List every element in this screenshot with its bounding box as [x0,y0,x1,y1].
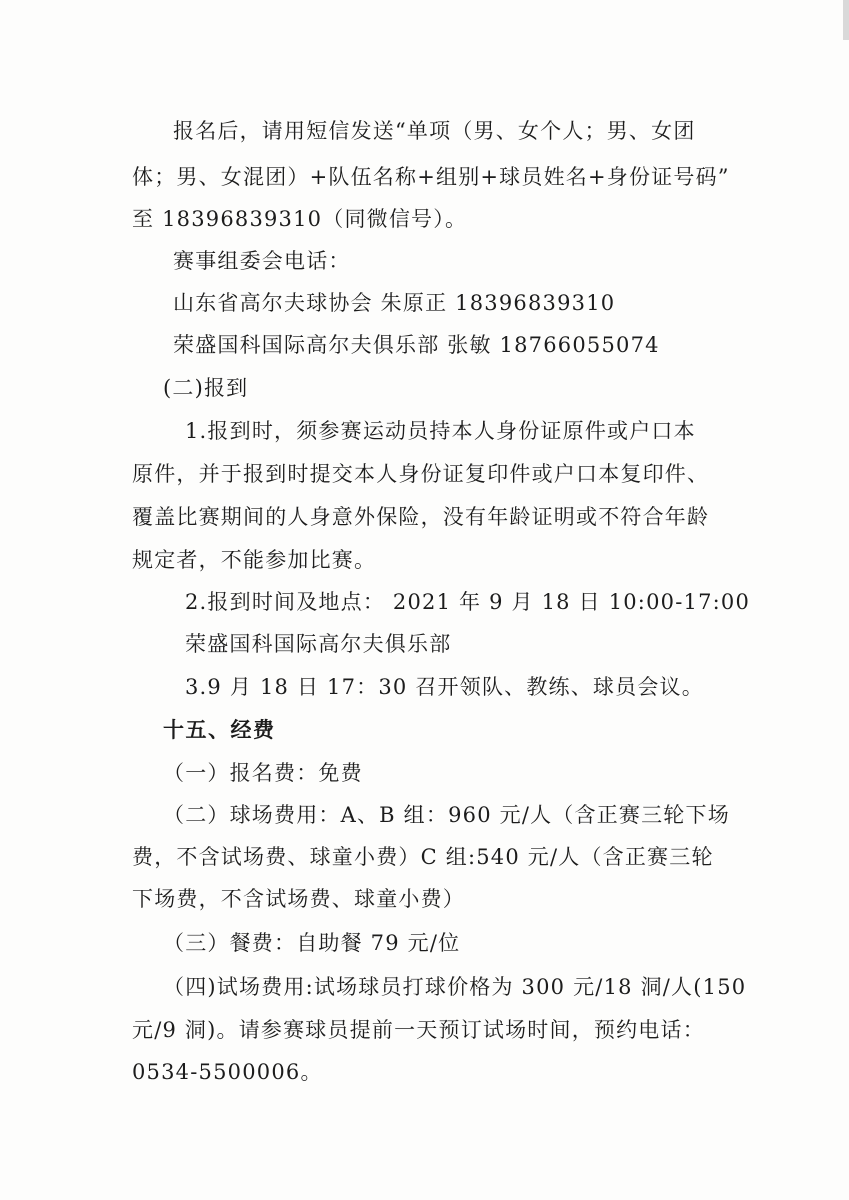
fee-meal: （三）餐费：自助餐 79 元/位 [163,931,461,955]
committee-contact-2: 荣盛国科国际高尔夫俱乐部 张敏 18766055074 [173,333,660,357]
section-check-in-title: (二)报到 [163,376,249,400]
scan-edge-mark [843,0,849,40]
fee-course-line-3: 下场费，不含试场费、球童小费） [132,887,465,911]
committee-phone-label: 赛事组委会电话： [173,249,351,273]
fee-course-line-1: （二）球场费用：A、B 组：960 元/人（含正赛三轮下场 [163,803,730,827]
fee-practice-line-2: 元/9 洞)。请参赛球员提前一天预订试场时间，预约电话： [132,1018,705,1042]
fee-practice-line-1: （四)试场费用:试场球员打球价格为 300 元/18 洞/人(150 [163,975,747,999]
check-in-item-2-line-2: 荣盛国科国际高尔夫俱乐部 [185,632,452,656]
check-in-item-1-line-2: 原件，并于报到时提交本人身份证复印件或户口本复印件、 [132,462,710,486]
check-in-item-2-line-1: 2.报到时间及地点： 2021 年 9 月 18 日 10:00-17:00 [185,590,751,614]
check-in-item-1-line-1: 1.报到时，须参赛运动员持本人身份证原件或户口本 [185,419,696,443]
registration-sms-line-1: 报名后，请用短信发送“单项（男、女个人；男、女团 [173,119,696,143]
section-fees-heading: 十五、经费 [163,718,276,742]
committee-contact-1: 山东省高尔夫球协会 朱原正 18396839310 [173,291,616,315]
registration-sms-line-3: 至 18396839310（同微信号）。 [132,207,468,231]
check-in-item-1-line-4: 规定者，不能参加比赛。 [132,548,377,572]
registration-sms-line-2: 体；男、女混团）+队伍名称+组别+球员姓名+身份证号码” [132,165,730,189]
check-in-item-1-line-3: 覆盖比赛期间的人身意外保险，没有年龄证明或不符合年龄 [132,505,710,529]
fee-registration: （一）报名费：免费 [163,761,363,785]
check-in-item-3: 3.9 月 18 日 17：30 召开领队、教练、球员会议。 [185,675,704,699]
fee-practice-line-3: 0534-5500006。 [132,1060,323,1084]
fee-course-line-2: 费，不含试场费、球童小费）C 组:540 元/人（含正赛三轮 [132,845,714,869]
